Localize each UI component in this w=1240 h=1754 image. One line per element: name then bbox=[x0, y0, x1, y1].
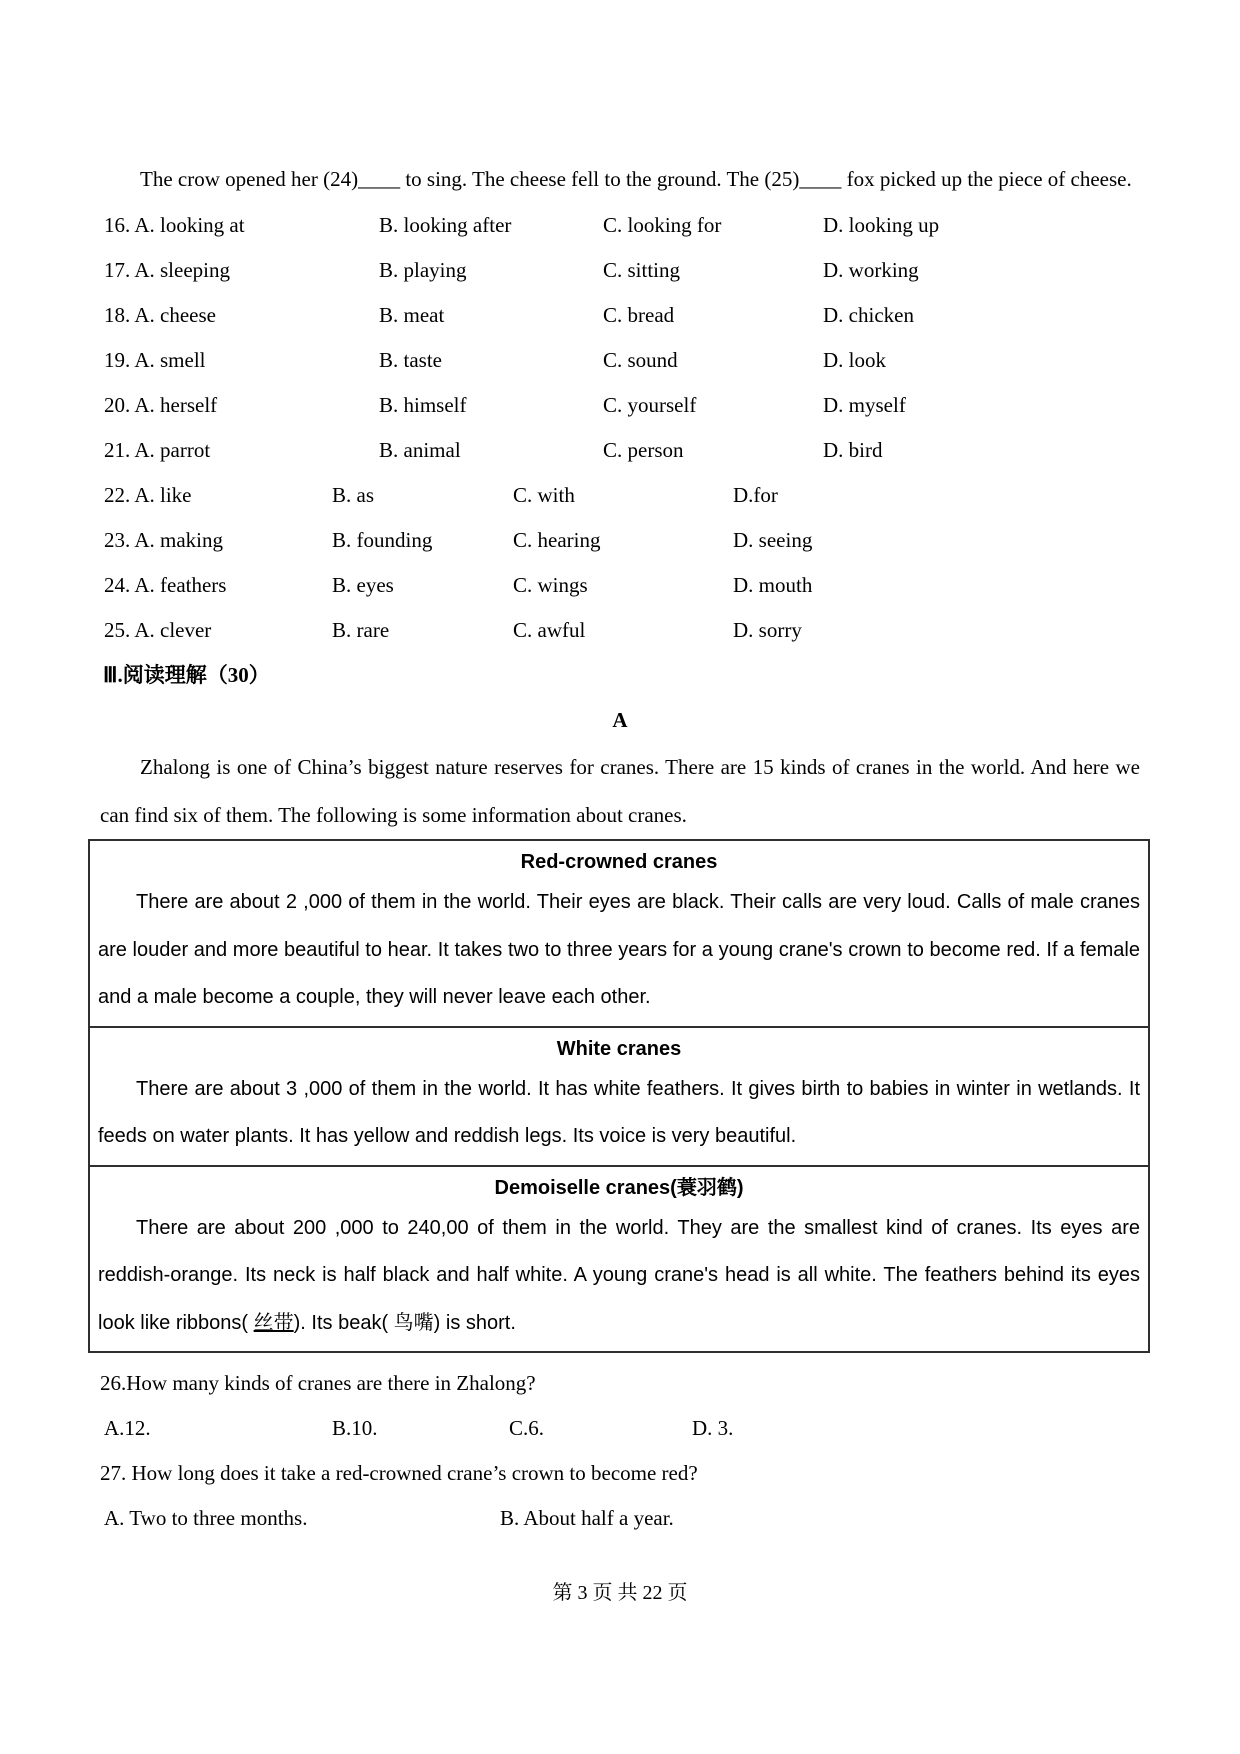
reading-question-27: 27. How long does it take a red-crowned crane’s crown to become red? bbox=[100, 1461, 698, 1485]
option-c: C. bread bbox=[603, 303, 675, 327]
cloze-question-row-19 bbox=[104, 338, 1240, 383]
option-c: C.6. bbox=[509, 1416, 545, 1440]
question-number: 21. bbox=[104, 438, 131, 462]
reading-question-26: 26.How many kinds of cranes are there in Zhalong? bbox=[100, 1371, 536, 1395]
question-number: 22. bbox=[104, 483, 131, 507]
red-crowned-cranes-heading: Red-crowned cranes bbox=[520, 851, 718, 873]
question-25-col-a bbox=[104, 608, 211, 653]
option-c: C. looking for bbox=[603, 213, 722, 237]
option-d: D. sorry bbox=[733, 618, 802, 642]
option-d: D. looking up bbox=[823, 213, 940, 237]
cloze-question-row-22 bbox=[104, 473, 1240, 518]
white-cranes-row bbox=[90, 1028, 1148, 1167]
option-b: B. rare bbox=[332, 618, 390, 642]
demoiselle-cranes-row bbox=[90, 1167, 1148, 1352]
option-c: C. person bbox=[603, 438, 684, 462]
text-segment: ). Its beak( 鸟嘴) is short. bbox=[293, 1311, 516, 1334]
passage-a-label: A bbox=[612, 708, 628, 732]
option-d: D. myself bbox=[823, 393, 906, 417]
option-d: D. bird bbox=[823, 438, 883, 462]
cloze-questions-block bbox=[0, 203, 1240, 653]
option-d: D. look bbox=[823, 348, 886, 372]
reading-question-26-options bbox=[104, 1406, 1240, 1451]
option-b: B. looking after bbox=[379, 213, 512, 237]
question-16-col-a bbox=[104, 203, 245, 248]
cloze-question-row-16 bbox=[104, 203, 1240, 248]
option-a: A. looking at bbox=[134, 213, 245, 237]
option-b: B. meat bbox=[379, 303, 445, 327]
red-crowned-cranes-text: There are about 2 ,000 of them in the world. Their eyes are black. Their calls are very loud. Calls of male cranes are louder and more beautiful to hear. It takes two to three years for a young crane's crown to become red. If a female and a male become a couple, they will never leave each other. bbox=[98, 891, 1140, 1008]
option-c: C. awful bbox=[513, 618, 586, 642]
option-d: D.for bbox=[733, 483, 778, 507]
option-b: B. himself bbox=[379, 393, 467, 417]
question-20-col-a bbox=[104, 383, 217, 428]
cloze-passage-paragraph: The crow opened her (24)____ to sing. The cheese fell to the ground. The (25)____ fox picked up the piece of cheese. bbox=[140, 167, 1132, 191]
text-segment: There are about 200 ,000 to 240,00 of them in the world. They are the smallest kind of cranes. Its eyes are reddish-orange. Its neck is half black and half white. A young crane's head is all white. The feathers behind its eyes look like ribbons( bbox=[98, 1216, 1140, 1334]
option-b: B. About half a year. bbox=[500, 1506, 674, 1530]
question-number: 16. bbox=[104, 213, 131, 237]
option-a: A. like bbox=[134, 483, 192, 507]
question-number: 24. bbox=[104, 573, 131, 597]
option-a: A. feathers bbox=[134, 573, 227, 597]
option-c: C. sound bbox=[603, 348, 678, 372]
question-17-col-a bbox=[104, 248, 230, 293]
option-a: A. sleeping bbox=[134, 258, 230, 282]
page-number-footer: 第 3 页 共 22 页 bbox=[552, 1582, 688, 1604]
option-b: B. playing bbox=[379, 258, 467, 282]
demoiselle-cranes-heading: Demoiselle cranes(蓑羽鹤) bbox=[494, 1176, 744, 1199]
option-b: B. eyes bbox=[332, 573, 394, 597]
question-number: 18. bbox=[104, 303, 131, 327]
option-a: A. making bbox=[134, 528, 223, 552]
option-d: D. mouth bbox=[733, 573, 813, 597]
option-a: A. clever bbox=[134, 618, 212, 642]
underlined-term: 丝带 bbox=[253, 1311, 294, 1334]
option-b: B. founding bbox=[332, 528, 433, 552]
option-c: C. sitting bbox=[603, 258, 681, 282]
reading-section-heading: Ⅲ.阅读理解（30） bbox=[103, 663, 270, 687]
cloze-question-row-21 bbox=[104, 428, 1240, 473]
white-cranes-heading: White cranes bbox=[556, 1037, 682, 1060]
demoiselle-cranes-text bbox=[98, 1205, 1140, 1348]
cloze-question-row-25 bbox=[104, 608, 1240, 653]
question-22-col-a bbox=[104, 473, 192, 518]
question-number: 17. bbox=[104, 258, 131, 282]
question-23-col-a bbox=[104, 518, 223, 563]
question-24-col-a bbox=[104, 563, 226, 608]
cloze-question-row-24 bbox=[104, 563, 1240, 608]
question-number: 19. bbox=[104, 348, 131, 372]
cloze-question-row-18 bbox=[104, 293, 1240, 338]
option-d: D. working bbox=[823, 258, 919, 282]
question-18-col-a bbox=[104, 293, 216, 338]
option-d: D. seeing bbox=[733, 528, 813, 552]
question-number: 23. bbox=[104, 528, 131, 552]
question-number: 25. bbox=[104, 618, 131, 642]
option-c: C. yourself bbox=[603, 393, 697, 417]
question-number: 20. bbox=[104, 393, 131, 417]
reading-intro-paragraph: Zhalong is one of China’s biggest nature reserves for cranes. There are 15 kinds of cranes in the world. And here we can find six of them. The following is some information about cranes. bbox=[100, 755, 1140, 827]
red-crowned-cranes-row bbox=[90, 841, 1148, 1028]
option-a: A. Two to three months. bbox=[104, 1506, 308, 1530]
cloze-question-row-17 bbox=[104, 248, 1240, 293]
white-cranes-text: There are about 3 ,000 of them in the world. It has white feathers. It gives birth to babies in winter in wetlands. It feeds on water plants. It has yellow and reddish legs. Its voice is very beautiful. bbox=[98, 1077, 1140, 1147]
option-c: C. hearing bbox=[513, 528, 601, 552]
option-d: D. 3. bbox=[692, 1416, 734, 1440]
option-b: B. as bbox=[332, 483, 374, 507]
option-c: C. with bbox=[513, 483, 575, 507]
cloze-question-row-20 bbox=[104, 383, 1240, 428]
option-c: C. wings bbox=[513, 573, 588, 597]
question-19-col-a bbox=[104, 338, 206, 383]
option-d: D. chicken bbox=[823, 303, 914, 327]
reading-question-27-options bbox=[104, 1496, 1240, 1541]
question-21-col-a bbox=[104, 428, 210, 473]
option-a: A. parrot bbox=[134, 438, 211, 462]
option-b: B. animal bbox=[379, 438, 461, 462]
option-b: B. taste bbox=[379, 348, 442, 372]
option-a: A.12. bbox=[104, 1416, 151, 1440]
reading-questions-block bbox=[0, 1361, 1240, 1541]
cloze-question-row-23 bbox=[104, 518, 1240, 563]
option-b: B.10. bbox=[332, 1416, 378, 1440]
option-a: A. cheese bbox=[134, 303, 216, 327]
option-a: A. smell bbox=[134, 348, 206, 372]
cranes-info-table bbox=[88, 839, 1150, 1353]
option-a: A. herself bbox=[134, 393, 218, 417]
